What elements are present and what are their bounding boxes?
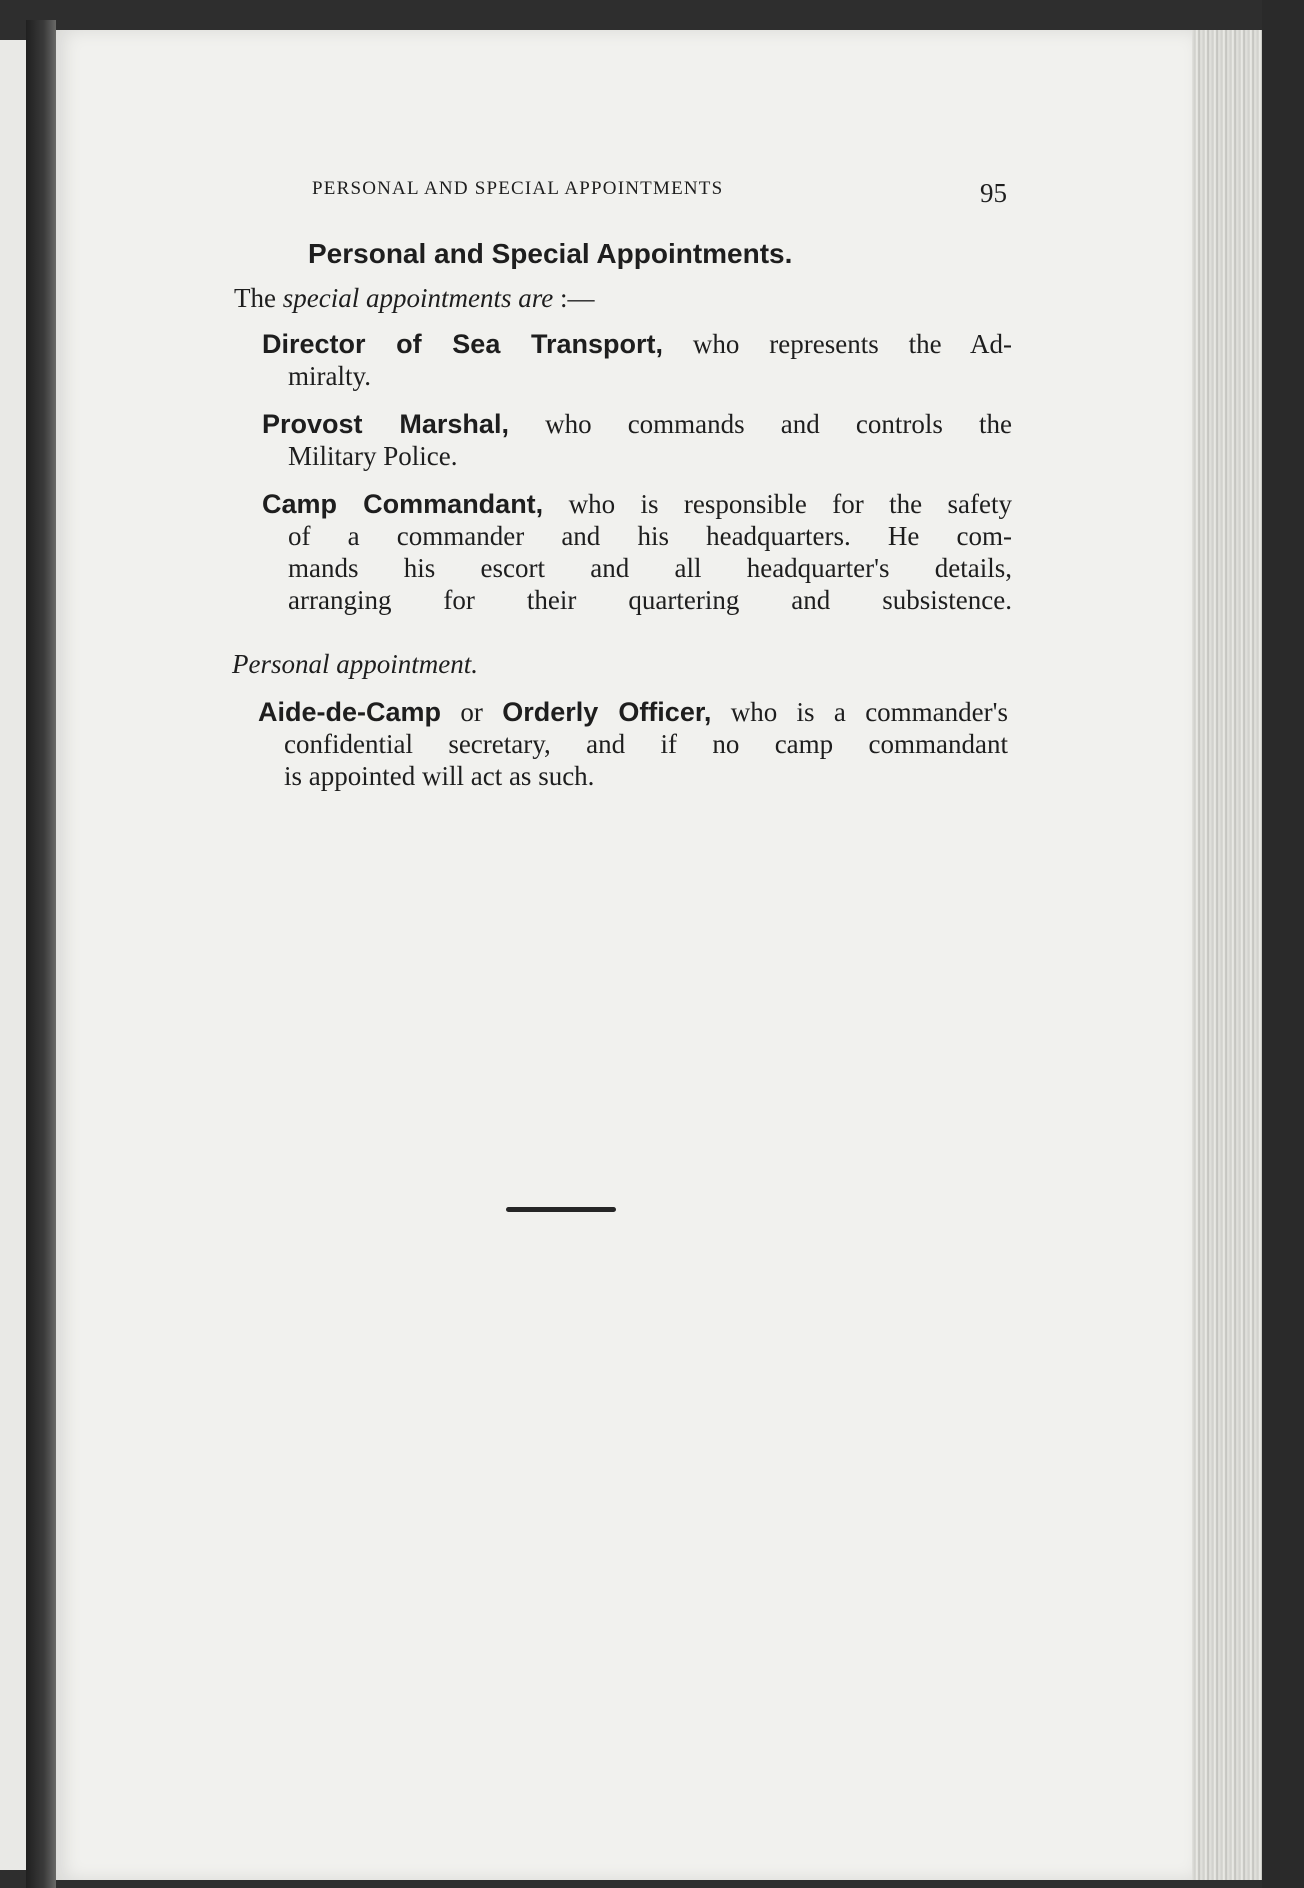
background-edge [1262,0,1304,1888]
entry-line: mands his escort and all headquarter's details, [288,553,1012,583]
entry-line [262,328,1012,360]
entry-line: of a commander and his headquarters. He com- [288,521,1012,551]
entry-line: confidential secretary, and if no camp commandant [284,729,1008,759]
entry-text: who is responsible for the safety [568,489,1013,519]
page-number: 95 [980,178,1007,208]
intro-tail: :— [553,283,595,313]
entry-text: who represents the Ad- [692,329,1012,359]
book-page [56,30,1192,1880]
book-gutter [26,20,56,1888]
entry-title: Aide-de-Camp [258,697,442,727]
section-heading: Personal and Special Appointments. [308,238,793,269]
intro-italic: special appointments are [282,283,554,313]
entry-title: Camp Commandant, [262,489,544,519]
entry-text: who is a commander's [730,697,1009,727]
entry-line [258,696,1008,728]
page-stack-edge [1192,30,1265,1880]
entry-connector: or [441,697,503,727]
entry-text: who commands and controls the [545,409,1012,439]
entry-line [262,408,1012,440]
running-head: PERSONAL AND SPECIAL APPOINTMENTS [312,178,724,199]
section-end-rule [506,1207,616,1212]
personal-appointment-label: Personal appointment. [232,649,478,679]
entry-aide-de-camp [258,696,1008,792]
facing-page-edge [0,40,28,1870]
entry-camp-commandant [262,488,1012,616]
entry-line: Military Police. [288,441,458,471]
entry-line: is appointed will act as such. [284,761,595,791]
entry-line: arranging for their quartering and subsistence. [288,585,1012,615]
entry-title: Director of Sea Transport, [262,329,663,359]
intro-lead: The [234,283,283,313]
entry-title: Provost Marshal, [262,409,509,439]
intro-line [234,282,594,314]
entry-line: miralty. [288,361,371,391]
entry-title-2: Orderly Officer, [502,697,712,727]
entry-line [262,488,1012,520]
entry-director-sea-transport [262,328,1012,392]
entry-provost-marshal [262,408,1012,472]
